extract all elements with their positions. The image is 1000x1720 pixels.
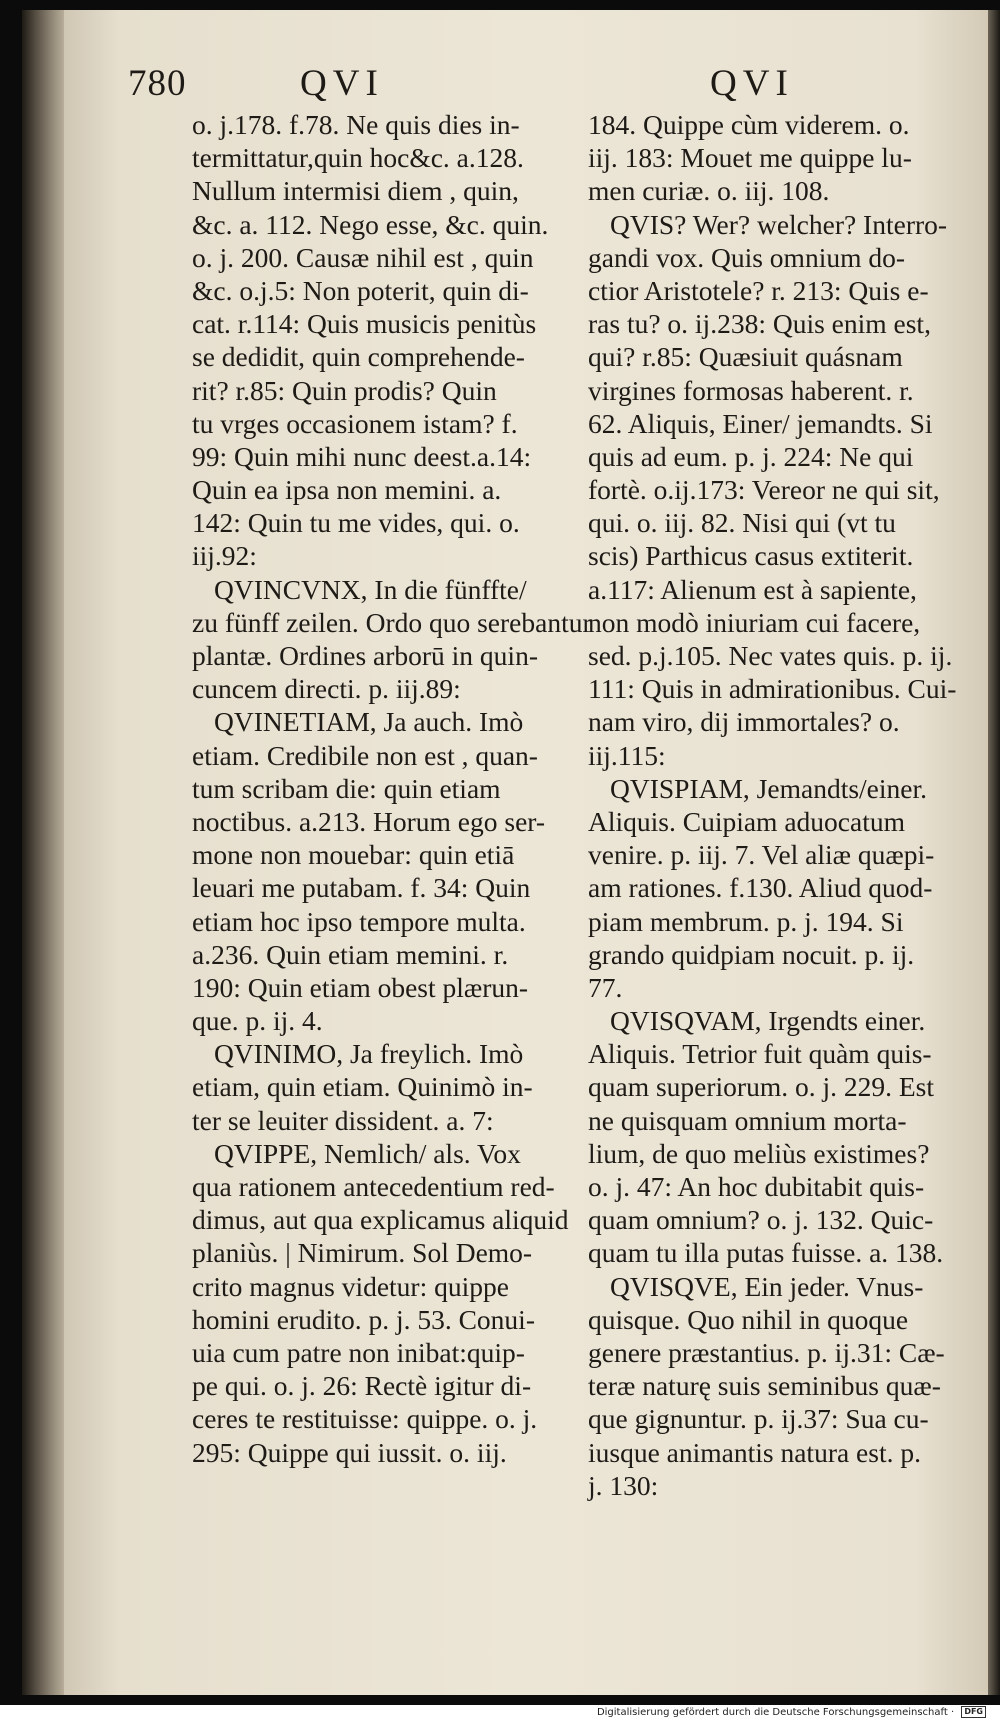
text-line: QVINETIAM, Ja auch. Imò	[214, 706, 524, 738]
text-line: &c. o.j.5: Non poterit, quin di-	[192, 274, 529, 306]
text-line: etiam. Credibile non est , quan-	[192, 739, 538, 771]
text-line: que. p. ij. 4.	[192, 1005, 323, 1037]
text-line: scis) Parthicus casus extiterit.	[588, 540, 914, 572]
text-line: etiam, quin etiam. Quinimò in-	[192, 1071, 533, 1103]
text-line: QVINIMO, Ja freylich. Imò	[214, 1038, 524, 1070]
text-line: rit? r.85: Quin prodis? Quin	[192, 374, 497, 406]
text-line: qui? r.85: Quæsiuit quásnam	[588, 341, 903, 373]
text-line: QVINCVNX, In die fünffte/	[214, 573, 527, 605]
text-line: QVIS? Wer? welcher? Interro-	[610, 208, 948, 240]
text-line: non modò iniuriam cui facere,	[588, 606, 921, 638]
text-line: a.236. Quin etiam memini. r.	[192, 938, 509, 970]
text-line: 184. Quippe cùm viderem. o.	[588, 109, 910, 140]
text-line: quisque. Quo nihil in quoque	[588, 1303, 909, 1335]
book-edge-right	[988, 10, 1000, 1695]
text-line: teræ naturę suis seminibus quæ-	[588, 1370, 941, 1402]
text-line: zu fünff zeilen. Ordo quo serebantur	[192, 606, 592, 638]
text-line: ne quisquam omnium morta-	[588, 1104, 907, 1136]
text-line: noctibus. a.213. Horum ego ser-	[192, 805, 546, 837]
text-line: fortè. o.ij.173: Vereor ne qui sit,	[588, 474, 940, 506]
text-line: j. 130:	[588, 1469, 659, 1501]
text-line: &c. a. 112. Nego esse, &c. quin.	[192, 208, 549, 240]
text-line: o. j. 200. Causæ nihil est , quin	[192, 241, 534, 273]
text-line: tum scribam die: quin etiam	[192, 772, 501, 804]
text-column-left	[192, 108, 592, 1469]
text-line: Aliquis. Cuipiam aduocatum	[588, 805, 905, 837]
text-line: Nullum intermisi diem , quin,	[192, 175, 519, 207]
text-line: 190: Quin etiam obest plærun-	[192, 971, 529, 1003]
page-number: 780	[128, 63, 187, 104]
text-line: QVISQVAM, Irgendts einer.	[610, 1005, 926, 1037]
text-line: qua rationem antecedentium red-	[192, 1171, 555, 1202]
text-line: o. j. 47: An hoc dubitabit quis-	[588, 1171, 925, 1202]
text-line: virgines formosas haberent. r.	[588, 374, 914, 406]
text-line: 142: Quin tu me vides, qui. o.	[192, 507, 520, 539]
text-line: qui. o. iij. 82. Nisi qui (vt tu	[588, 507, 896, 539]
text-line: se dedidit, quin comprehende-	[192, 341, 525, 373]
running-head-right: QVI	[710, 63, 794, 104]
text-line: tu vrges occasionem istam? f.	[192, 407, 518, 439]
text-line: 77.	[588, 971, 623, 1003]
text-line: iij.115:	[588, 739, 666, 771]
text-line: uia cum patre non inibat:quip-	[192, 1336, 525, 1368]
text-line: mone non mouebar: quin etiā	[192, 839, 515, 871]
text-line: o. j.178. f.78. Ne quis dies in-	[192, 109, 520, 140]
text-line: pe qui. o. j. 26: Rectè igitur di-	[192, 1370, 532, 1402]
text-line: 62. Aliquis, Einer/ jemandts. Si	[588, 407, 933, 439]
text-line: sed. p.j.105. Nec vates quis. p. ij.	[588, 640, 953, 671]
text-line: gandi vox. Quis omnium do-	[588, 241, 906, 273]
text-line: termittatur,quin hoc&c. a.128.	[192, 142, 524, 174]
text-line: 99: Quin mihi nunc deest.a.14:	[192, 440, 532, 472]
text-line: ctior Aristotele? r. 213: Quis e-	[588, 274, 929, 306]
text-line: grando quidpiam nocuit. p. ij.	[588, 938, 915, 970]
text-line: homini erudito. p. j. 53. Conui-	[192, 1303, 535, 1335]
text-line: leuari me putabam. f. 34: Quin	[192, 872, 531, 904]
text-line: quis ad eum. p. j. 224: Ne qui	[588, 440, 914, 472]
running-head-left: QVI	[300, 63, 384, 104]
text-line: ter se leuiter dissident. a. 7:	[192, 1104, 494, 1136]
text-line: cuncem directi. p. iij.89:	[192, 673, 461, 705]
text-line: crito magnus videtur: quippe	[192, 1270, 509, 1302]
text-line: quam superiorum. o. j. 229. Est	[588, 1071, 935, 1103]
text-line: iij.92:	[192, 540, 257, 572]
text-line: ras tu? o. ij.238: Quis enim est,	[588, 308, 931, 340]
text-line: venire. p. iij. 7. Vel aliæ quæpi-	[588, 839, 935, 871]
text-line: QVIPPE, Nemlich/ als. Vox	[214, 1137, 521, 1169]
footer-credit	[0, 1706, 986, 1720]
text-line: quam omnium? o. j. 132. Quic-	[588, 1204, 934, 1236]
text-line: lium, de quo meliùs existimes?	[588, 1137, 930, 1169]
dfg-logo-icon: DFG	[961, 1706, 986, 1718]
text-line: nam viro, dij immortales? o.	[588, 706, 900, 738]
text-column-right	[588, 108, 988, 1502]
text-line: planiùs. | Nimirum. Sol Demo-	[192, 1237, 533, 1269]
text-line: ceres te restituisse: quippe. o. j.	[192, 1403, 538, 1435]
text-line: Aliquis. Tetrior fuit quàm quis-	[588, 1038, 932, 1070]
text-line: 111: Quis in admirationibus. Cui-	[588, 673, 957, 705]
text-line: plantæ. Ordines arborū in quin-	[192, 640, 538, 671]
text-line: QVISPIAM, Jemandts/einer.	[610, 772, 927, 804]
text-line: a.117: Alienum est à sapiente,	[588, 573, 917, 605]
text-line: QVISQVE, Ein jeder. Vnus-	[610, 1270, 924, 1302]
text-line: cat. r.114: Quis musicis penitùs	[192, 308, 537, 340]
text-line: men curiæ. o. iij. 108.	[588, 175, 830, 207]
text-line: quam tu illa putas fuisse. a. 138.	[588, 1237, 944, 1269]
text-line: que gignuntur. p. ij.37: Sua cu-	[588, 1403, 929, 1435]
text-line: iusque animantis natura est. p.	[588, 1436, 921, 1468]
text-line: 295: Quippe qui iussit. o. iij.	[192, 1436, 507, 1468]
text-line: iij. 183: Mouet me quippe lu-	[588, 142, 912, 174]
text-line: Quin ea ipsa non memini. a.	[192, 474, 502, 506]
text-line: genere præstantius. p. ij.31: Cæ-	[588, 1336, 945, 1368]
text-line: dimus, aut qua explicamus aliquid	[192, 1204, 569, 1236]
text-line: etiam hoc ipso tempore multa.	[192, 905, 526, 937]
text-line: am rationes. f.130. Aliud quod-	[588, 872, 933, 904]
footer-text: Digitalisierung gefördert durch die Deutsche Forschungsgemeinschaft ·	[596, 1707, 955, 1718]
text-line: piam membrum. p. j. 194. Si	[588, 905, 904, 937]
book-gutter	[22, 10, 64, 1695]
